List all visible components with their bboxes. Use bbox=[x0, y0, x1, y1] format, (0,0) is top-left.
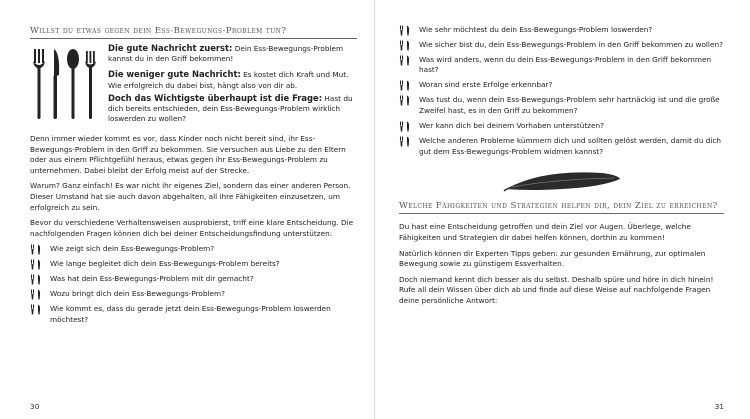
fork-knife-icon bbox=[399, 80, 412, 91]
fork-knife-icon bbox=[399, 95, 412, 106]
intro-question: Doch das Wichtigste überhaupt ist die Frage: Hast du dich bereits entschieden, dein Ess-Bewegungs-Problem wirklich loswerden zu wollen? bbox=[108, 93, 353, 124]
intro-block bbox=[30, 43, 357, 129]
fork-knife-icon bbox=[399, 136, 412, 147]
right-page bbox=[375, 0, 750, 419]
fork-knife-icon bbox=[30, 304, 43, 315]
list-item: Wie lange begleitet dich dein Ess-Bewegungs-Problem bereits? bbox=[30, 259, 357, 270]
intro-question-block bbox=[108, 93, 357, 125]
left-paragraph-2: Warum? Ganz einfach! Es war nicht ihr eigenes Ziel, sondern das einer anderen Person. Dieser Umstand hat sie auch davon abgehalten, all ihre Fähigkeiten einzusetzen, um erfolgreich zu sein. bbox=[30, 181, 351, 212]
intro-bad-news: Die weniger gute Nachricht: Es kostet dich Kraft und Mut. Wie erfolgreich du dabei bist, hängt also von dir ab. bbox=[108, 69, 349, 90]
intro-text bbox=[108, 43, 357, 91]
fork-knife-icon bbox=[30, 244, 43, 255]
left-paragraph-1: Denn immer wieder kommt es vor, dass Kinder noch nicht bereit sind, ihr Ess-Bewegungs-Problem in den Griff zu bekommen. Sie versuchen aus Liebe zu den Eltern oder aus einem Pflichtgefühl heraus, etwas gegen ihr Ess-Bewegungs-Problem zu unternehmen. Dabei bleibt der Erfolg meist auf der Strecke. bbox=[30, 134, 346, 175]
left-paragraph-3: Bevor du verschiedene Verhaltensweisen ausprobierst, triff eine klare Entscheidung. Die nachfolgenden Fragen können dich bei deiner Entscheidungsfindung unterstützen: bbox=[30, 218, 354, 238]
list-item: Wie zeigt sich dein Ess-Bewegungs-Problem? bbox=[30, 244, 357, 255]
cutlery-icon bbox=[30, 45, 104, 123]
list-item: Woran sind erste Erfolge erkennbar? bbox=[399, 80, 724, 91]
fork-knife-icon bbox=[30, 289, 43, 300]
leaf-icon bbox=[502, 167, 622, 195]
list-item: Was tust du, wenn dein Ess-Bewegungs-Problem sehr hartnäckig ist und die große Zweifel hast, es in den Griff zu bekommen? bbox=[399, 95, 724, 116]
intro-good-news: Die gute Nachricht zuerst: Dein Ess-Bewegungs-Problem kannst du in den Griff bekommen! bbox=[108, 43, 344, 64]
left-page-number: 30 bbox=[30, 402, 40, 411]
list-item: Wie kommt es, dass du gerade jetzt dein Ess-Bewegungs-Problem loswerden möchtest? bbox=[30, 304, 357, 325]
left-question-list bbox=[30, 244, 357, 326]
fork-knife-icon bbox=[399, 121, 412, 132]
divider bbox=[399, 167, 724, 195]
right-page-number: 31 bbox=[714, 402, 724, 411]
fork-knife-icon bbox=[399, 55, 412, 66]
list-item: Was wird anders, wenn du dein Ess-Bewegungs-Problem in den Griff bekommen hast? bbox=[399, 55, 724, 76]
fork-knife-icon bbox=[399, 40, 412, 51]
list-item: Was hat dein Ess-Bewegungs-Problem mit dir gemacht? bbox=[30, 274, 357, 285]
right-heading: Welche Fähigkeiten und Strategien helfen dir, dein Ziel zu erreichen? bbox=[399, 201, 724, 214]
right-question-list bbox=[399, 25, 724, 158]
list-item: Wer kann dich bei deinem Vorhaben unterstützen? bbox=[399, 121, 724, 132]
fork-knife-icon bbox=[399, 25, 412, 36]
fork-knife-icon bbox=[30, 274, 43, 285]
list-item: Wozu bringt dich dein Ess-Bewegungs-Problem? bbox=[30, 289, 357, 300]
list-item: Welche anderen Probleme kümmern dich und sollten gelöst werden, damit du dich gut dem Ess-Bewegungs-Problem widmen kannst? bbox=[399, 136, 724, 157]
right-paragraph-3: Doch niemand kennt dich besser als du selbst. Deshalb spüre und höre in dich hinein! Rufe all dein Wissen über dich ab und finde auf diese Weise auf nachfolgende Fragen deine persönliche Antwort: bbox=[399, 274, 714, 305]
list-item: Wie sehr möchtest du dein Ess-Bewegungs-Problem loswerden? bbox=[399, 25, 724, 36]
fork-knife-icon bbox=[30, 259, 43, 270]
list-item: Wie sicher bist du, dein Ess-Bewegungs-Problem in den Griff bekommen zu wollen? bbox=[399, 40, 724, 51]
right-paragraph-2: Natürlich können dir Experten Tipps geben: zur gesunden Ernährung, zur optimalen Bewegung sowie zu günstigem Essverhalten. bbox=[399, 248, 706, 269]
left-heading: Willst du etwas gegen dein Ess-Bewegungs-Problem tun? bbox=[30, 26, 357, 39]
right-paragraph-1: Du hast eine Entscheidung getroffen und dein Ziel vor Augen. Überlege, welche Fähigkeiten und Strategien dir dabei helfen können, dorthin zu kommen! bbox=[399, 222, 691, 243]
